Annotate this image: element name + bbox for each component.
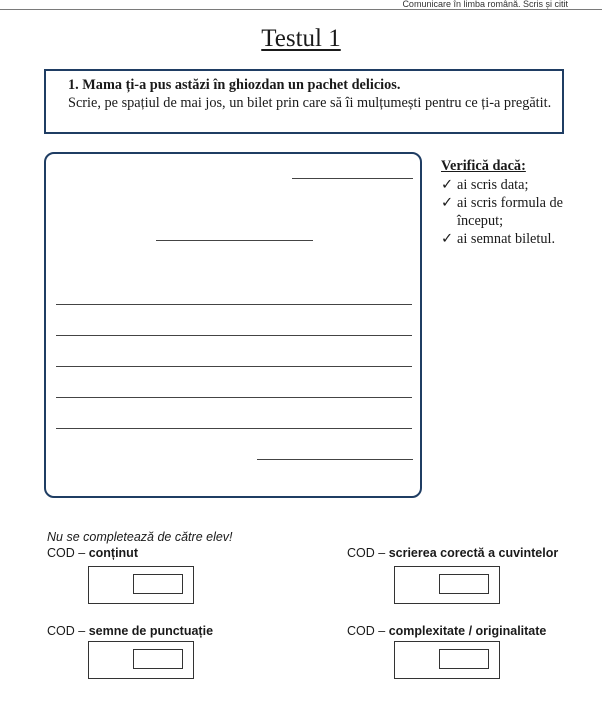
- task-instruction: Scrie, pe spațiul de mai jos, un bilet prin care să îi mulțumești pentru ce ți-a pregătit.: [68, 95, 552, 111]
- cod-box-originality: [394, 641, 500, 679]
- cod-input-originality[interactable]: [439, 649, 489, 669]
- checklist-item: [441, 194, 591, 230]
- checklist-item-text: ai semnat biletul.: [457, 231, 556, 247]
- header-bar: [0, 0, 602, 10]
- page-title: Testul 1: [261, 25, 341, 52]
- checklist-item-text: ai scris data;: [457, 177, 529, 193]
- grading-note: Nu se completează de către elev!: [47, 530, 233, 544]
- cod-input-content[interactable]: [133, 574, 183, 594]
- body-line[interactable]: [56, 335, 412, 336]
- checkmark-icon: ✓: [441, 231, 453, 247]
- checklist-item-text: ai scris formula de început;: [457, 195, 563, 229]
- checklist-title: Verifică dacă:: [441, 158, 526, 174]
- checklist-item: [441, 176, 591, 194]
- date-line[interactable]: [292, 178, 413, 179]
- cod-label-punctuation: COD – semne de punctuație: [47, 624, 214, 638]
- cod-input-spelling[interactable]: [439, 574, 489, 594]
- cod-label-content: COD – conținut: [47, 546, 138, 560]
- cod-input-punctuation[interactable]: [133, 649, 183, 669]
- signature-line[interactable]: [257, 459, 413, 460]
- cod-label-spelling: COD – scrierea corectă a cuvintelor: [347, 546, 559, 560]
- cod-label-originality: COD – complexitate / originalitate: [347, 624, 547, 638]
- cod-box-punctuation: [88, 641, 194, 679]
- checkmark-icon: ✓: [441, 177, 453, 193]
- body-line[interactable]: [56, 366, 412, 367]
- checklist-panel: [441, 157, 591, 248]
- cod-box-spelling: [394, 566, 500, 604]
- writing-area[interactable]: [44, 152, 422, 498]
- checklist-item: [441, 230, 591, 248]
- body-line[interactable]: [56, 304, 412, 305]
- body-line[interactable]: [56, 428, 412, 429]
- header-subject: Comunicare în limba română. Scris și citit: [402, 0, 568, 9]
- cod-box-content: [88, 566, 194, 604]
- greeting-line[interactable]: [156, 240, 313, 241]
- checkmark-icon: ✓: [441, 195, 453, 211]
- task-question: 1. Mama ți-a pus astăzi în ghiozdan un pachet delicios.: [68, 77, 401, 93]
- task-box: [44, 69, 564, 134]
- body-line[interactable]: [56, 397, 412, 398]
